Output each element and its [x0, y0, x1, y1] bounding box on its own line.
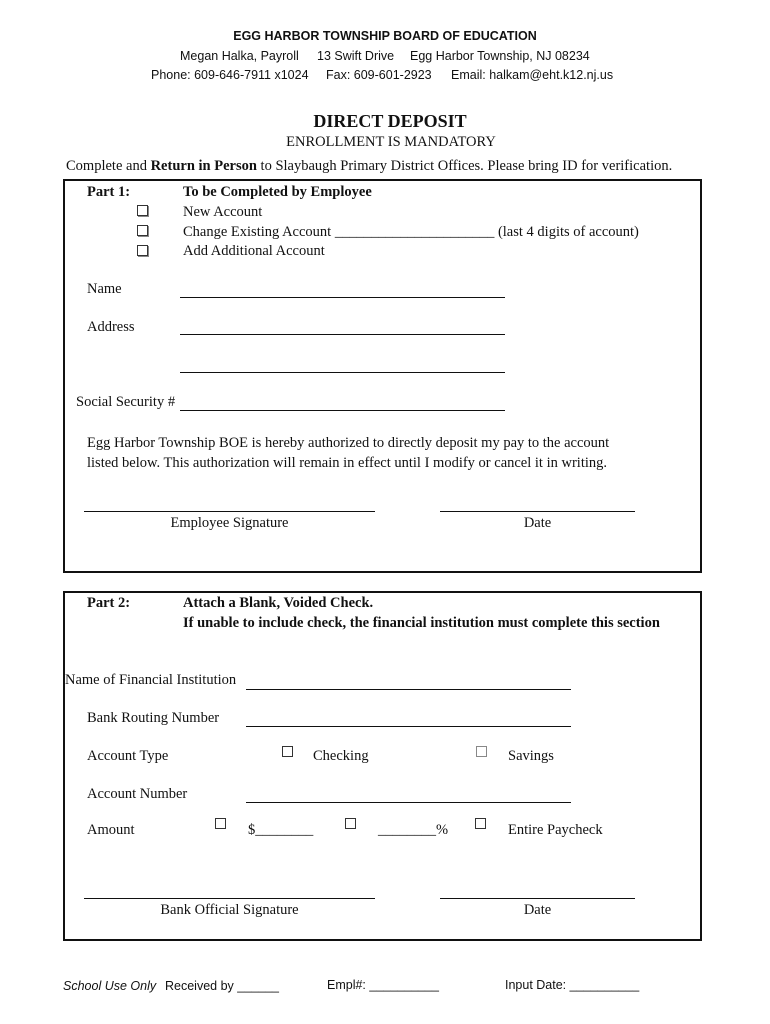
- add-account-label: Add Additional Account: [183, 243, 325, 259]
- contact-email: Email: halkam@eht.k12.nj.us: [451, 68, 614, 82]
- address-field-line2[interactable]: [180, 372, 505, 373]
- bank-signature-label: Bank Official Signature: [160, 902, 299, 918]
- received-by-field[interactable]: Received by ______: [165, 979, 279, 993]
- name-field[interactable]: [180, 297, 505, 298]
- institution-label: Name of Financial Institution: [65, 672, 237, 688]
- amount-label: Amount: [87, 822, 135, 838]
- part2-label: Part 2:: [87, 595, 131, 611]
- part2-heading1: Attach a Blank, Voided Check.: [183, 595, 374, 611]
- savings-label: Savings: [508, 748, 554, 764]
- org-name: EGG HARBOR TOWNSHIP BOARD OF EDUCATION: [233, 29, 537, 43]
- bank-date-label: Date: [523, 902, 552, 918]
- employee-signature-field[interactable]: [84, 511, 375, 512]
- dollar-amount-checkbox[interactable]: [215, 818, 226, 829]
- employee-date-field[interactable]: [440, 511, 635, 512]
- ssn-field[interactable]: [180, 410, 505, 411]
- checking-checkbox[interactable]: [282, 746, 293, 757]
- instructions: Complete and Return in Person to Slaybaugh Primary District Offices. Please bring ID for verification.: [66, 158, 673, 174]
- percent-amount-field[interactable]: ________%: [378, 822, 449, 838]
- checking-label: Checking: [313, 748, 369, 764]
- account-type-label: Account Type: [87, 748, 169, 764]
- contact-name: Megan Halka, Payroll: [180, 49, 299, 63]
- bank-date-field[interactable]: [440, 898, 635, 899]
- part2-section: [63, 591, 702, 941]
- page-subtitle: ENROLLMENT IS MANDATORY: [286, 134, 496, 150]
- name-label: Name: [87, 281, 122, 297]
- dollar-amount-field[interactable]: $________: [248, 822, 314, 838]
- address-field-line1[interactable]: [180, 334, 505, 335]
- change-account-digits-blank[interactable]: ______________________: [334, 224, 495, 240]
- percent-amount-checkbox[interactable]: [345, 818, 356, 829]
- bank-signature-field[interactable]: [84, 898, 375, 899]
- savings-checkbox[interactable]: [476, 746, 487, 757]
- routing-label: Bank Routing Number: [87, 710, 220, 726]
- part1-label: Part 1:: [87, 184, 131, 200]
- contact-city: Egg Harbor Township, NJ 08234: [410, 49, 590, 63]
- part2-heading2: If unable to include check, the financial institution must complete this section: [183, 615, 660, 631]
- change-account-checkbox[interactable]: [137, 225, 148, 236]
- contact-phone: Phone: 609-646-7911 x1024: [151, 68, 309, 82]
- employee-date-label: Date: [523, 515, 552, 531]
- add-account-checkbox[interactable]: [137, 245, 148, 256]
- contact-street: 13 Swift Drive: [317, 49, 395, 63]
- change-account-label: Change Existing Account ______________________ (last 4 digits of account): [183, 224, 639, 240]
- school-use-label: School Use Only: [63, 979, 157, 993]
- part1-heading: To be Completed by Employee: [183, 184, 372, 200]
- account-number-label: Account Number: [87, 786, 188, 802]
- contact-fax: Fax: 609-601-2923: [326, 68, 432, 82]
- ssn-label: Social Security #: [76, 394, 176, 410]
- account-number-field[interactable]: [246, 802, 571, 803]
- new-account-label: New Account: [183, 204, 263, 220]
- entire-paycheck-checkbox[interactable]: [475, 818, 486, 829]
- authorization-line1: Egg Harbor Township BOE is hereby authorized to directly deposit my pay to the account: [87, 435, 610, 451]
- new-account-checkbox[interactable]: [137, 205, 148, 216]
- institution-field[interactable]: [246, 689, 571, 690]
- routing-field[interactable]: [246, 726, 571, 727]
- input-date-field[interactable]: Input Date: __________: [505, 978, 640, 992]
- page-title: DIRECT DEPOSIT: [313, 111, 467, 131]
- authorization-line2: listed below. This authorization will remain in effect until I modify or cancel it in writing.: [87, 455, 607, 471]
- employee-signature-label: Employee Signature: [170, 515, 289, 531]
- entire-paycheck-label: Entire Paycheck: [508, 822, 603, 838]
- address-label: Address: [87, 319, 135, 335]
- empl-number-field[interactable]: Empl#: __________: [327, 978, 439, 992]
